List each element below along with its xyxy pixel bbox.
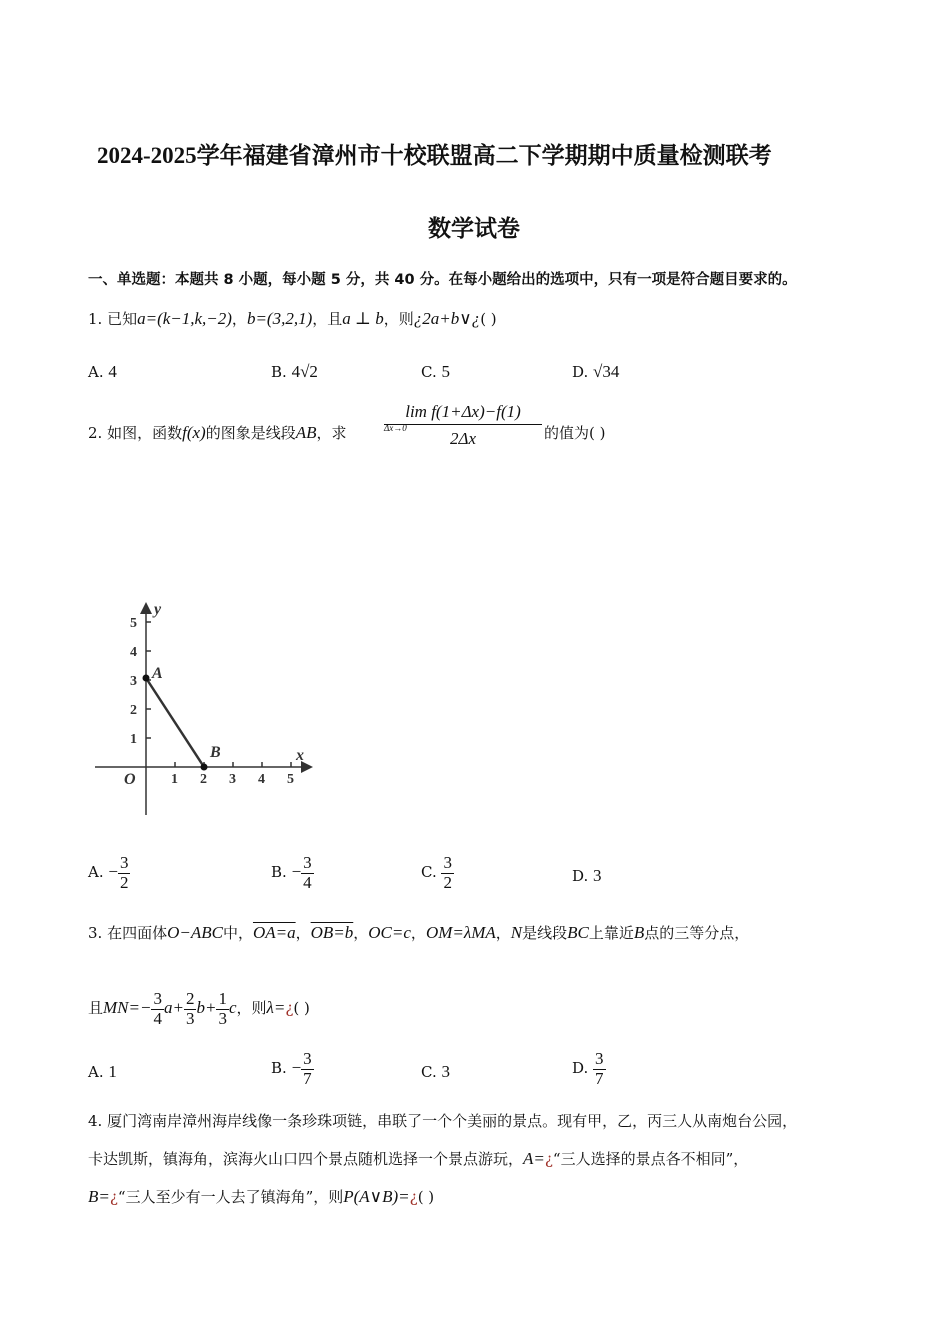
fraction-denominator: 4 bbox=[303, 872, 312, 892]
option-value: 4 bbox=[108, 362, 117, 381]
fraction-denominator: 2 bbox=[119, 872, 129, 892]
fraction-numerator: 3 bbox=[119, 853, 129, 872]
option-fraction bbox=[301, 1050, 314, 1088]
option-fraction bbox=[441, 854, 454, 892]
q1-option-c[interactable] bbox=[421, 362, 450, 382]
fraction-numerator: 2 bbox=[185, 989, 195, 1008]
q3-paren: ( ) bbox=[293, 999, 310, 1018]
q4-a-eq: A= bbox=[523, 1149, 545, 1168]
q3-option-b[interactable] bbox=[271, 1050, 314, 1088]
fraction-denominator: 2 bbox=[443, 872, 452, 892]
question-3-line-2 bbox=[88, 990, 310, 1028]
question-4-line-3 bbox=[88, 1186, 434, 1207]
q1-vector-a: a=(k−1,k,−2) bbox=[137, 309, 232, 328]
fraction-denominator: 4 bbox=[153, 1008, 162, 1028]
option-sign: − bbox=[291, 1058, 302, 1078]
option-value: √34 bbox=[593, 362, 620, 381]
section-heading: 一、单选题：本题共 8 小题，每小题 5 分，共 40 分。在每小题给出的选项中，只有一项是符合题目要求的。 bbox=[88, 272, 797, 288]
option-sign: − bbox=[108, 862, 118, 882]
q2-limit-denominator: 2Δx bbox=[449, 429, 477, 448]
q2-limit-subscript: Δx→0 bbox=[384, 423, 407, 433]
q1-vector-b: b=(3,2,1) bbox=[246, 309, 313, 328]
q1-then: ，则 bbox=[383, 310, 414, 328]
option-label: A. bbox=[88, 863, 109, 882]
question-4-line-1: 4. 厦门湾南岸漳州海岸线像一条珍珠项链，串联了一个个美丽的景点。现有甲，乙，丙三人从南炮台公园， bbox=[88, 1112, 798, 1130]
fraction-denominator: 7 bbox=[595, 1068, 604, 1088]
q1-sep2: ，且 bbox=[312, 310, 343, 328]
q3-term-b: b+ bbox=[196, 998, 217, 1018]
q1-paren: ( ) bbox=[480, 310, 497, 328]
fraction-numerator: 3 bbox=[153, 989, 162, 1008]
q1-option-b[interactable] bbox=[271, 362, 318, 382]
q3-option-d[interactable] bbox=[572, 1050, 606, 1088]
option-fraction bbox=[593, 1050, 606, 1088]
page-title: 2024-2025学年福建省漳州市十校联盟高二下学期期中质量检测联考 bbox=[97, 143, 772, 168]
q3-tetra: O−ABC bbox=[167, 923, 223, 942]
point-a-label: A bbox=[152, 665, 163, 682]
q4-qmark-b: ¿ bbox=[109, 1188, 118, 1206]
q2-option-d[interactable] bbox=[572, 866, 602, 886]
q3-fraction-1 bbox=[151, 990, 164, 1028]
point-b-label: B bbox=[210, 744, 221, 761]
q4-b-text: “三人至少有一人去了镇海角”，则 bbox=[117, 1188, 344, 1206]
origin-label: O bbox=[124, 771, 136, 788]
q2-graph bbox=[90, 600, 320, 820]
q2-mid: 的图象是线段 bbox=[205, 424, 296, 442]
q4-qmark-p: ¿ bbox=[409, 1188, 418, 1206]
q2-suffix: 的值为( ) bbox=[544, 424, 606, 442]
fraction-numerator: 3 bbox=[303, 853, 312, 872]
q3-oa: OA=a bbox=[252, 923, 296, 942]
q3-term-c: c bbox=[228, 998, 237, 1018]
q1-option-d[interactable] bbox=[572, 362, 619, 382]
q3-near: 上靠近 bbox=[588, 924, 634, 942]
option-label: D. bbox=[572, 867, 594, 885]
q1-prefix: 1. 已知 bbox=[88, 310, 138, 328]
x-axis-label: x bbox=[296, 747, 304, 764]
q3-oc: OC=c bbox=[368, 923, 411, 942]
option-value: 3 bbox=[593, 866, 602, 885]
segment-ab bbox=[146, 678, 204, 767]
option-label: D. bbox=[572, 363, 594, 381]
q2-option-a[interactable] bbox=[88, 854, 130, 892]
q3-fraction-3 bbox=[216, 990, 229, 1028]
y-tick-label: 3 bbox=[130, 674, 137, 689]
fraction-denominator: 3 bbox=[185, 1008, 195, 1028]
fraction-numerator: 3 bbox=[595, 1049, 604, 1068]
q2-limit-fraction bbox=[384, 402, 542, 449]
q1-perp: a ⊥ b bbox=[342, 309, 384, 328]
option-label: D. bbox=[572, 1059, 594, 1078]
page-subtitle: 数学试卷 bbox=[428, 216, 520, 241]
x-tick-label: 4 bbox=[258, 772, 265, 787]
point-a bbox=[143, 675, 150, 682]
q4-b-eq: B= bbox=[88, 1187, 110, 1206]
q3-om: OM=λMA bbox=[425, 923, 496, 942]
q3-option-c[interactable] bbox=[421, 1062, 450, 1082]
q3-lambda: λ= bbox=[266, 998, 286, 1018]
option-value: 3 bbox=[441, 1062, 450, 1081]
q1-sep1: ， bbox=[231, 310, 247, 328]
option-label: B. bbox=[271, 863, 292, 882]
q3-bc: BC bbox=[567, 923, 589, 942]
option-value: 1 bbox=[108, 1062, 117, 1081]
q3-n: N bbox=[510, 923, 523, 942]
q3-n-text: 是线段 bbox=[522, 924, 568, 942]
q4-a-text: “三人选择的景点各不相同”， bbox=[552, 1150, 749, 1168]
y-axis-label: y bbox=[154, 601, 162, 618]
question-3: 3. 在四面体O−ABC中，OA=a，OB=b，OC=c，OM=λMA，N是线段BC上靠近B点的三等分点， bbox=[88, 923, 750, 942]
option-fraction bbox=[301, 854, 314, 892]
q4-paren: ( ) bbox=[417, 1188, 435, 1206]
point-b bbox=[201, 764, 208, 771]
option-label: C. bbox=[421, 1063, 442, 1081]
y-tick-label: 5 bbox=[130, 616, 137, 631]
fraction-denominator: 7 bbox=[303, 1068, 312, 1088]
q4-p-expr: P(A∨B)= bbox=[343, 1187, 410, 1206]
q4-line2-text: 卡达凯斯，镇海角，滨海火山口四个景点随机选择一个景点游玩， bbox=[88, 1150, 524, 1168]
x-tick-label: 1 bbox=[171, 772, 178, 787]
q3-option-a[interactable] bbox=[88, 1062, 117, 1082]
q3-qmark: ¿ bbox=[285, 999, 294, 1018]
q3-prefix: 3. 在四面体 bbox=[88, 924, 168, 942]
q1-option-a[interactable] bbox=[88, 362, 117, 382]
y-tick-label: 4 bbox=[130, 645, 137, 660]
q3-mn: MN=− bbox=[103, 998, 152, 1018]
option-label: B. bbox=[271, 363, 292, 381]
y-tick-label: 2 bbox=[130, 703, 137, 718]
option-value: 4√2 bbox=[291, 362, 318, 381]
q3-ob: OB=b bbox=[310, 923, 354, 942]
q2-option-c[interactable] bbox=[421, 854, 454, 892]
q3-ask: ，则 bbox=[236, 999, 267, 1018]
question-1 bbox=[88, 308, 497, 329]
q2-ask: ，求 bbox=[316, 424, 347, 442]
y-tick-label: 1 bbox=[130, 732, 137, 747]
option-fraction bbox=[118, 854, 131, 892]
q3-term-a: a+ bbox=[163, 998, 184, 1018]
fraction-numerator: 1 bbox=[218, 989, 227, 1008]
q2-fx: f(x) bbox=[182, 423, 206, 442]
fraction-denominator: 3 bbox=[218, 1008, 227, 1028]
x-tick-label: 2 bbox=[200, 772, 207, 787]
q1-expr: ¿2a+b∨¿ bbox=[413, 309, 481, 328]
fraction-numerator: 3 bbox=[303, 1049, 312, 1068]
q4-qmark-a: ¿ bbox=[544, 1150, 553, 1168]
option-label: A. bbox=[88, 363, 109, 381]
question-4-line-2 bbox=[88, 1148, 748, 1169]
q3-fraction-2 bbox=[184, 990, 197, 1028]
option-label: C. bbox=[421, 863, 442, 882]
question-2 bbox=[88, 422, 347, 443]
q2-option-b[interactable] bbox=[271, 854, 314, 892]
x-tick-label: 5 bbox=[287, 772, 294, 787]
option-sign: − bbox=[291, 862, 302, 882]
option-label: C. bbox=[421, 363, 442, 381]
option-label: B. bbox=[271, 1059, 292, 1078]
option-label: A. bbox=[88, 1063, 109, 1081]
q3-end: 点的三等分点， bbox=[644, 924, 750, 942]
fraction-numerator: 3 bbox=[443, 853, 452, 872]
q3-mid: 中， bbox=[222, 924, 253, 942]
q3-line2-prefix: 且 bbox=[88, 999, 104, 1018]
q2-prefix: 2. 如图，函数 bbox=[88, 424, 183, 442]
x-tick-label: 3 bbox=[229, 772, 236, 787]
option-value: 5 bbox=[441, 362, 450, 381]
q2-ab: AB bbox=[295, 423, 317, 442]
q2-limit-numerator: lim f(1+Δx)−f(1) bbox=[384, 402, 542, 425]
q3-b: B bbox=[633, 923, 645, 942]
